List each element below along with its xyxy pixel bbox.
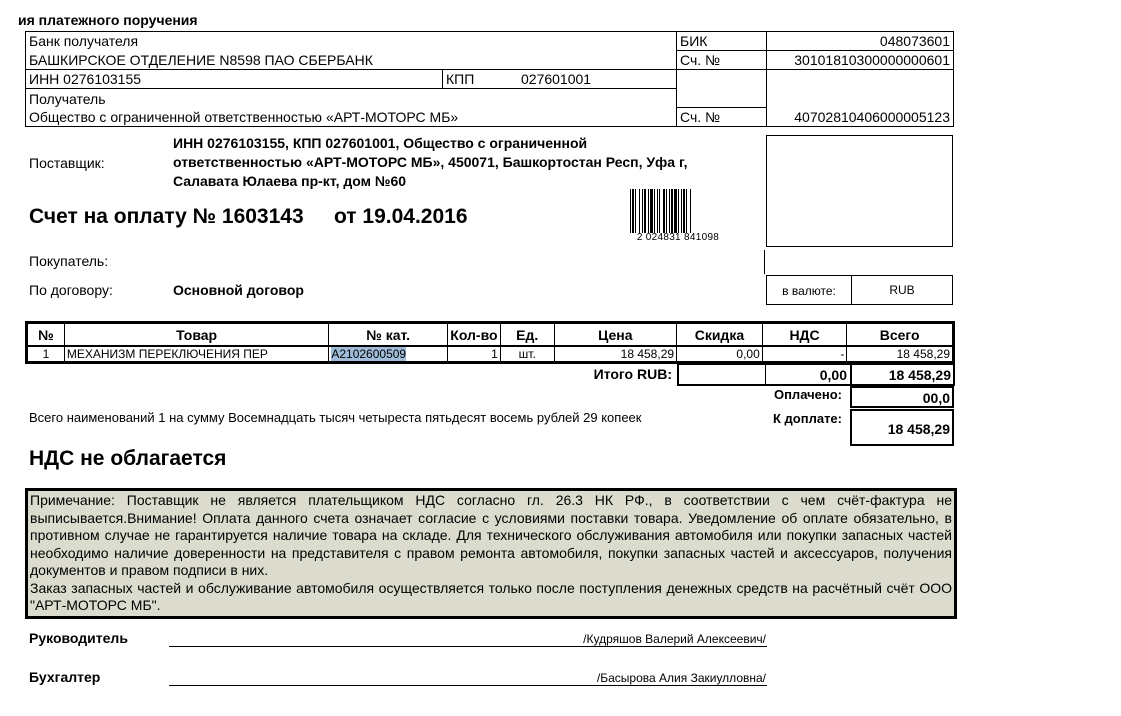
corr-account-value: 30101810300000000601 [794,52,950,68]
barcode-bar [659,189,660,233]
barcode-bar [644,189,646,233]
itogo-total: 18 458,29 [888,367,951,383]
col-total: Всего [847,323,954,347]
barcode-bar [642,189,643,233]
barcode-bar [671,189,673,233]
col-discount: Скидка [677,323,763,347]
barcode-bar [650,189,653,233]
barcode-bar [632,189,634,233]
barcode-number: 2 024831 841098 [636,232,720,243]
head-label: Руководитель [29,630,128,646]
supplier-line-2: ответственностью «АРТ-МОТОРС МБ», 450071, Башкортостан Респ, Уфа г, [173,154,688,170]
head-name: /Кудряшов Валерий Алексеевич/ [583,632,766,646]
currency-label: в валюте: [782,284,836,298]
bik-value: 048073601 [879,33,950,49]
cell-total: 18 458,29 [847,346,954,363]
accountant-signature-line [169,685,767,686]
contract-label: По договору: [29,282,113,298]
note-block [25,488,957,619]
paid-value: 00,0 [922,390,950,406]
col-price: Цена [554,323,676,347]
account-label: Сч. № [680,109,721,125]
col-qty: Кол-во [448,323,501,347]
itogo-label: Итого RUB: [593,366,672,382]
supplier-line-1: ИНН 0276103155, КПП 027601001, Общество с ограниченной [173,135,588,151]
col-catalog: № кат. [329,323,448,347]
recipient-bank-label: Банк получателя [29,33,139,49]
vat-exempt-note: НДС не облагается [29,447,227,470]
cell-vat: - [762,346,847,363]
barcode-bar [674,189,677,233]
cell-discount: 0,00 [677,346,763,363]
due-box [850,409,954,446]
barcode-bar [635,189,636,233]
barcode-bar [686,189,687,233]
invoice-date: от 19.04.2016 [334,205,468,228]
barcode-bar [678,189,679,233]
col-product: Товар [64,323,328,347]
barcode-bar [669,189,670,233]
barcode-bar [663,189,665,233]
head-signature-line [169,646,767,647]
cell-unit: шт. [500,346,554,363]
paid-box [850,386,954,408]
due-value: 18 458,29 [887,421,950,437]
currency-value: RUB [889,283,915,297]
currency-box [766,275,953,305]
note-paragraph-2: Заказ запасных частей и обслуживание автомобиля осуществляется только после поступления денежных средств на расчётный счёт ООО "АРТ-МОТОРС МБ". [30,579,952,613]
kpp-value: 027601001 [521,71,592,87]
inn-label: ИНН 0276103155 [29,71,142,87]
barcode-bar [666,189,667,233]
itogo-box [677,363,955,386]
barcode-bar [683,189,685,233]
cell-n: 1 [27,346,65,363]
account-value: 40702810406000005123 [794,109,950,125]
divider [764,250,765,274]
paid-label: Оплачено: [773,387,842,402]
barcode-bar [639,189,640,233]
barcode-bar [657,189,658,233]
supplier-line-3: Салавата Юлаева пр-кт, дом №60 [173,173,407,189]
stamp-box [766,135,953,247]
supplier-label: Поставщик: [29,155,105,171]
cell-product: МЕХАНИЗМ ПЕРЕКЛЮЧЕНИЯ ПЕР [64,346,328,363]
accountant-label: Бухгалтер [29,669,101,685]
barcode-bar [630,189,631,233]
table-row [27,346,954,363]
goods-table [25,321,955,364]
cell-catalog[interactable] [329,346,448,363]
invoice-title: Счет на оплату № 1603143 [29,205,304,228]
col-vat: НДС [762,323,847,347]
document-cut-title: ия платежного поручения [18,12,198,28]
catalog-selected-text[interactable]: A2102600509 [331,347,407,361]
accountant-name: /Басырова Алия Закиулловна/ [596,671,766,685]
barcode-bar [648,189,649,233]
buyer-label: Покупатель: [29,253,109,269]
corr-account-label: Сч. № [680,52,721,68]
itogo-vat: 0,00 [819,367,847,383]
cell-qty: 1 [448,346,501,363]
table-header-row [27,323,954,347]
barcode-bar [690,189,691,233]
barcode-bar [681,189,682,233]
contract-value: Основной договор [173,282,304,298]
col-unit: Ед. [500,323,554,347]
barcode-bars [628,189,728,233]
note-paragraph-1: Примечание: Поставщик не является плательщиком НДС согласно гл. 26.3 НК РФ., в соответствии с чем счёт-фактура не выписывается.Внимание! Оплата данного счета означает согласие с условиями поставки товара. Уведомление об оплате обязательно, в противном случае не гарантируется наличие товара на складе. Для технического обслуживания автомобиля или покупки запасных частей необходимо наличие доверенности на представителя с правом ремонта автомобиля, покупки запасных частей и аксессуаров, получения документов и правом подписи в них. [30,492,952,578]
bik-label: БИК [680,33,708,49]
due-label: К доплате: [772,411,842,426]
supplier-details [173,134,687,191]
sum-in-words: Всего наименований 1 на сумму Восемнадцать тысяч четыреста пятьдесят восемь рублей 29 копеек [29,410,642,425]
barcode [628,189,728,245]
recipient-label: Получатель [29,91,106,107]
barcode-bar [654,189,655,233]
cell-price: 18 458,29 [554,346,676,363]
recipient-bank-name: БАШКИРСКОЕ ОТДЕЛЕНИЕ N8598 ПАО СБЕРБАНК [29,52,373,68]
kpp-label: КПП [446,71,475,87]
col-n: № [27,323,65,347]
recipient-name: Общество с ограниченной ответственностью «АРТ-МОТОРС МБ» [29,109,459,125]
